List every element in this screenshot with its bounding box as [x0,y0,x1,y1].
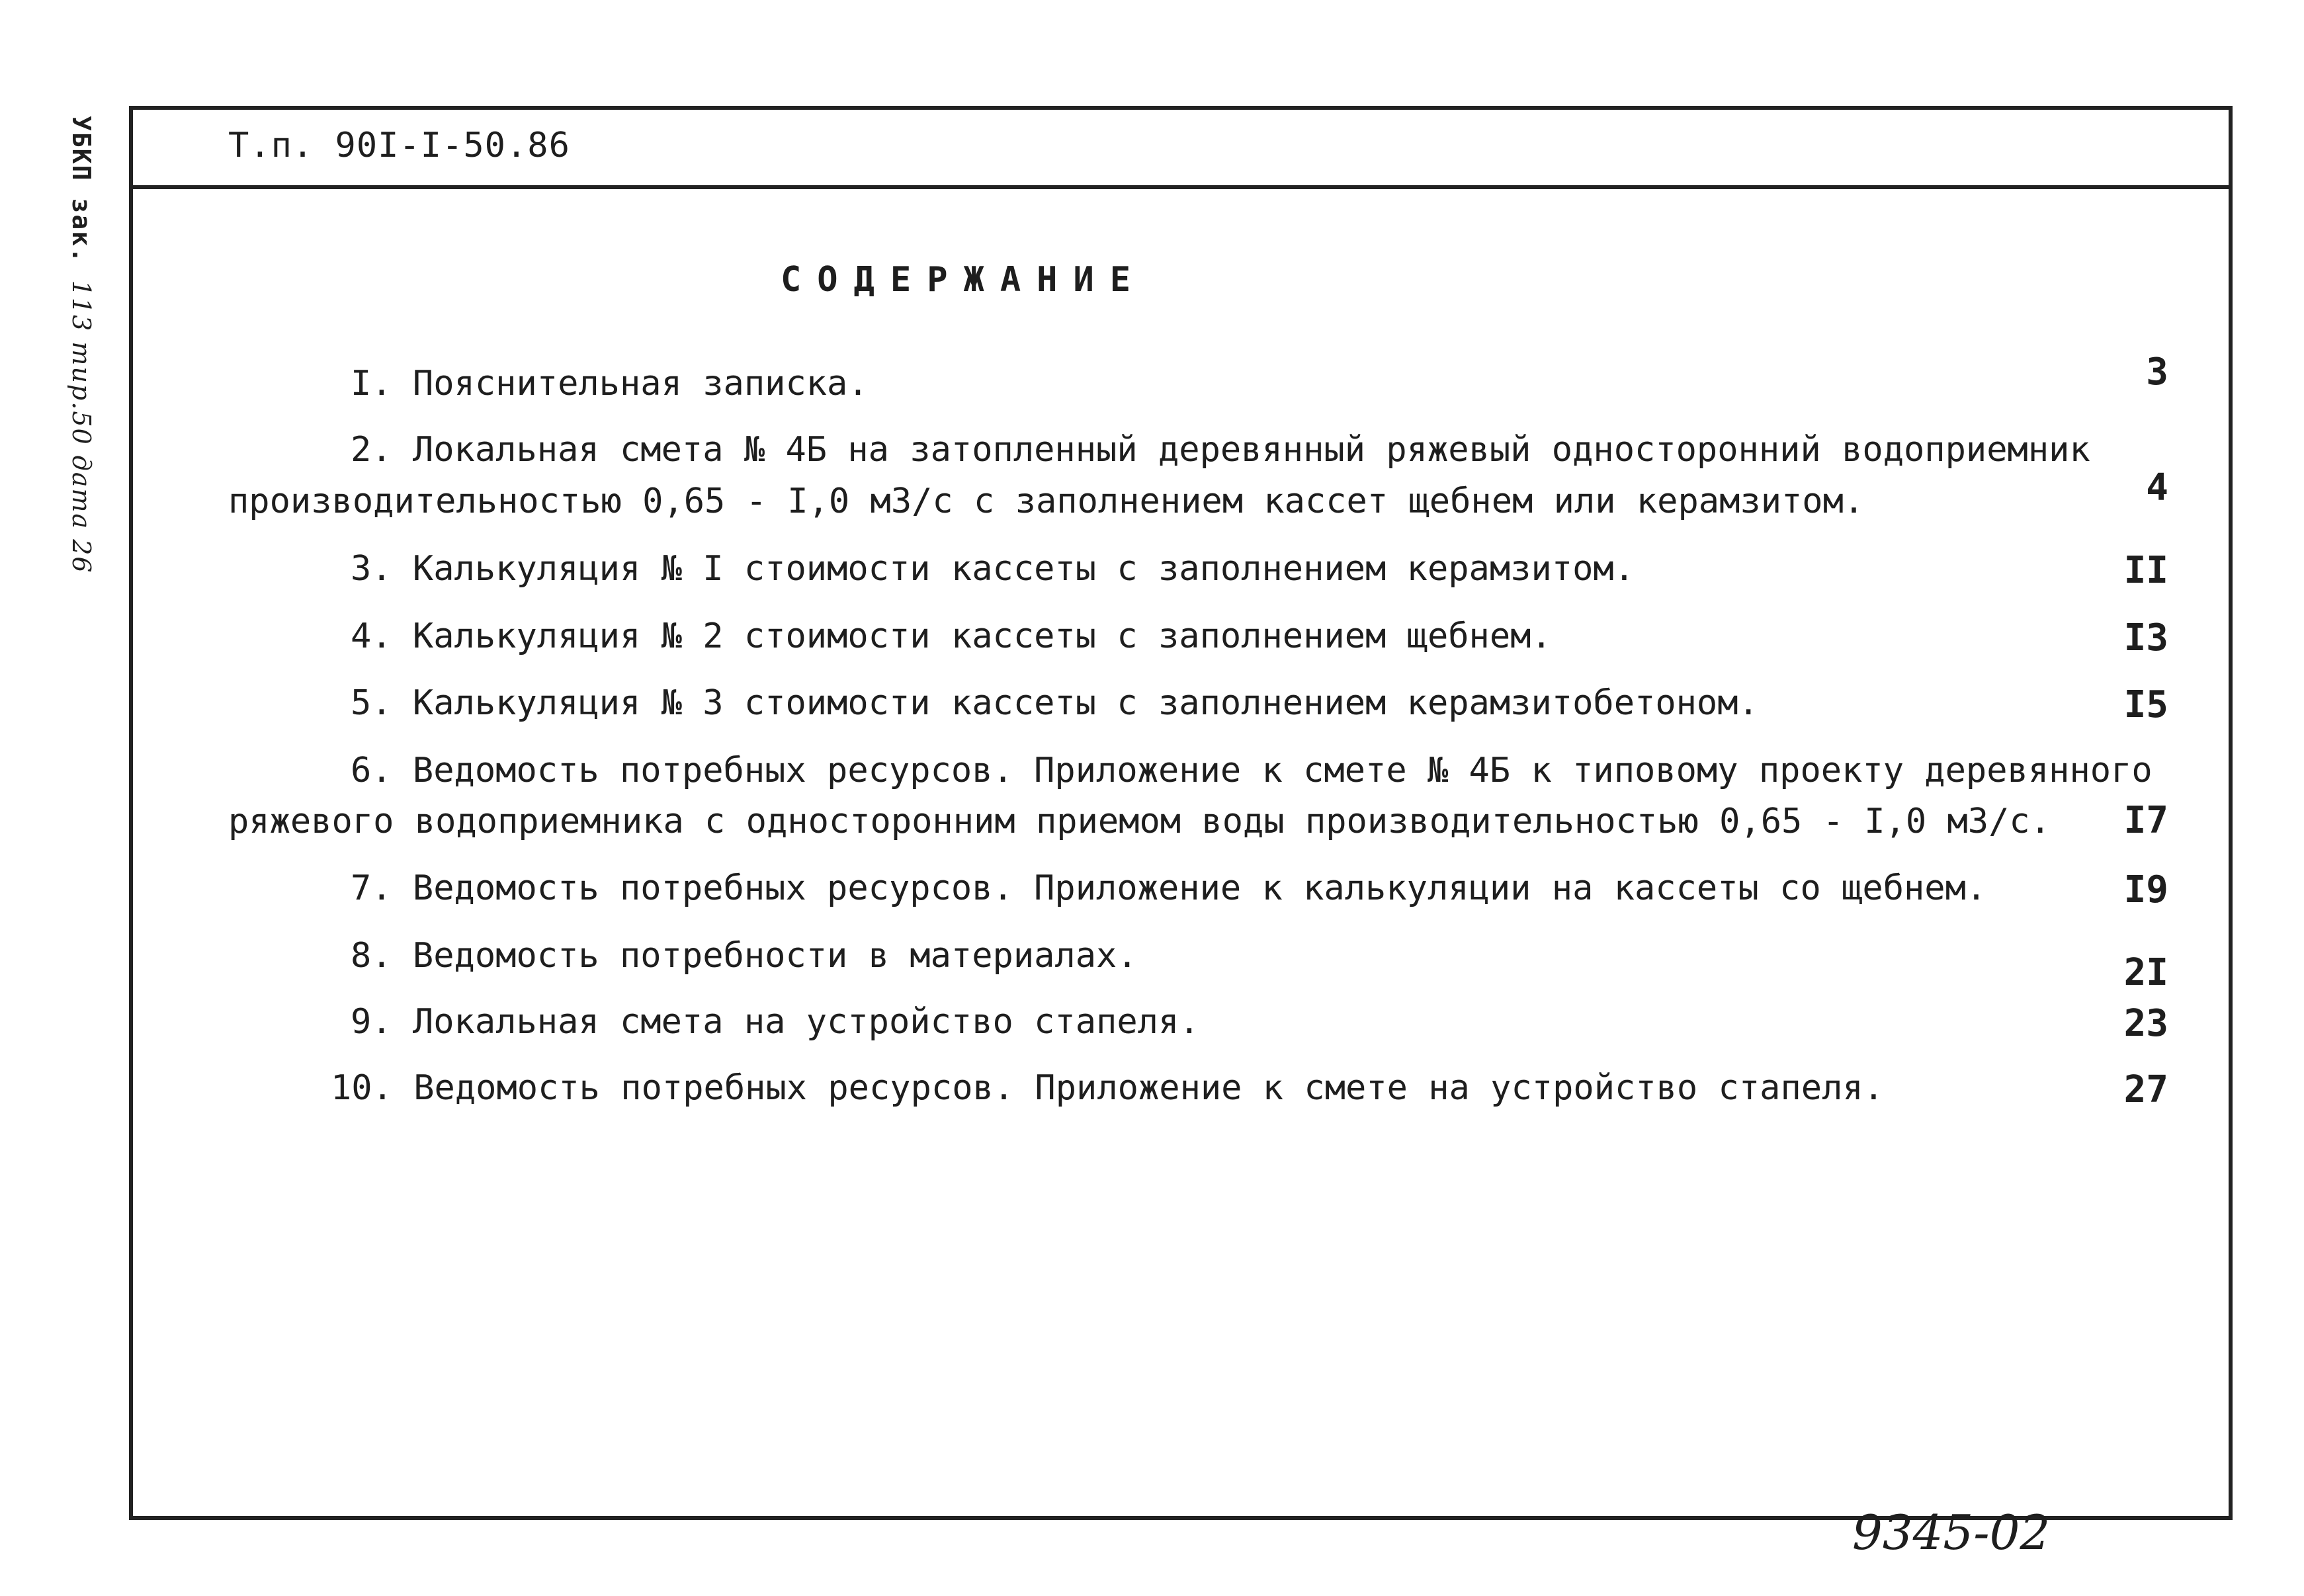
side-stamp-text: УБКП зак. [67,116,96,264]
toc-entry-7: 7. Ведомость потребных ресурсов. Приложение к калькуляции на кассеты со щебнем. [351,868,1987,908]
toc-title: СОДЕРЖАНИЕ [781,260,1147,300]
toc-entry-4: 4. Калькуляция № 2 стоимости кассеты с заполнением щебнем. [351,616,1552,656]
toc-entry-3: 3. Калькуляция № I стоимости кассеты с заполнением керамзитом. [351,549,1635,589]
toc-page-9: 23 [2123,1002,2168,1045]
toc-entry-6-cont: ряжевого водоприемника с односторонним приемом воды производительностью 0,65 - I,0 м3/с. [228,802,2051,841]
toc-page-8: 2I [2123,951,2168,994]
toc-page-7: I9 [2123,868,2168,911]
side-stamp-handwritten: 113 тир.50 дата 26 [67,280,96,574]
toc-entry-2: 2. Локальная смета № 4Б на затопленный деревянный ряжевый односторонний водоприемник [351,430,2090,470]
toc-page-6: I7 [2123,799,2168,842]
handwritten-number: 9345-02 [1852,1505,2051,1560]
toc-entry-1: I. Пояснительная записка. [351,364,869,403]
toc-entry-9: 9. Локальная смета на устройство стапеля. [351,1002,1200,1042]
toc-page-5: I5 [2123,683,2168,726]
toc-page-1: 3 [2146,351,2168,394]
toc-entry-10: 10. Ведомость потребных ресурсов. Приложение к смете на устройство стапеля. [331,1068,1884,1108]
toc-page-4: I3 [2123,616,2168,659]
toc-page-2: 4 [2146,466,2168,509]
document-code: Т.п. 90I-I-50.86 [228,126,570,165]
toc-page-3: II [2123,549,2168,592]
side-stamp [67,116,96,574]
header-divider [129,185,2233,189]
toc-entry-2-cont: производительностью 0,65 - I,0 м3/с с заполнением кассет щебнем или керамзитом. [228,482,1865,521]
toc-page-10: 27 [2123,1068,2168,1111]
toc-entry-8: 8. Ведомость потребности в материалах. [351,936,1138,976]
toc-entry-6: 6. Ведомость потребных ресурсов. Приложение к смете № 4Б к типовому проекту деревянного [351,751,2153,790]
toc-entry-5: 5. Калькуляция № 3 стоимости кассеты с заполнением керамзитобетоном. [351,683,1759,723]
